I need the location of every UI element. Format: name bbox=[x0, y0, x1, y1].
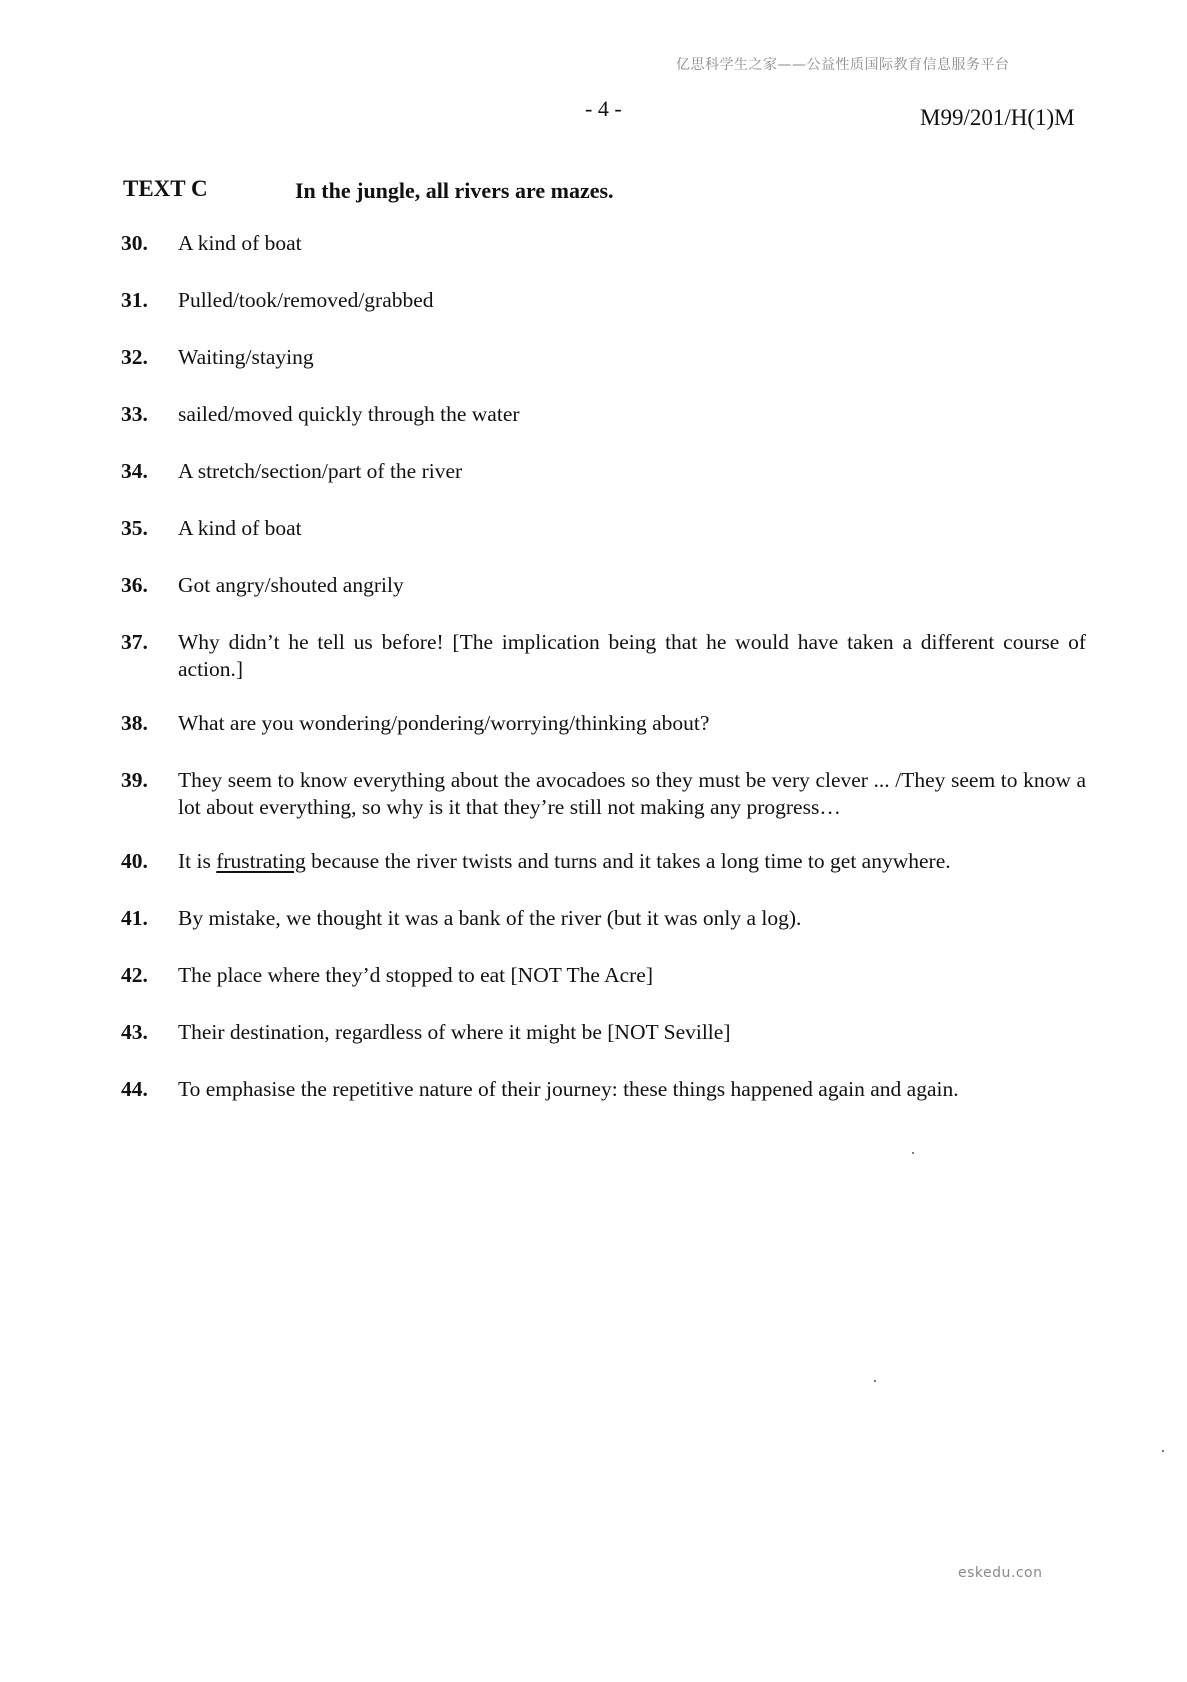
answer-number: 31. bbox=[121, 288, 148, 312]
answer-number: 33. bbox=[121, 402, 148, 426]
answer-item bbox=[121, 767, 1086, 821]
answer-number: 39. bbox=[121, 768, 148, 792]
answer-item bbox=[121, 1076, 1086, 1103]
answer-number: 34. bbox=[121, 459, 148, 483]
underlined-word: frustrating bbox=[216, 849, 306, 873]
answer-item bbox=[121, 848, 1086, 875]
answer-item bbox=[121, 710, 1086, 737]
answer-text: Got angry/shouted angrily bbox=[178, 573, 404, 597]
answer-text: Why didn’t he tell us before! [The implication being that he would have taken a different course of action.] bbox=[178, 630, 1086, 681]
answer-number: 37. bbox=[121, 630, 148, 654]
answer-number: 30. bbox=[121, 231, 148, 255]
answer-text-after: because the river twists and turns and it takes a long time to get anywhere. bbox=[305, 849, 951, 873]
answer-text: What are you wondering/pondering/worrying/thinking about? bbox=[178, 711, 710, 735]
answer-text: The place where they’d stopped to eat [NOT The Acre] bbox=[178, 963, 654, 987]
answer-text: Their destination, regardless of where it might be [NOT Seville] bbox=[178, 1020, 731, 1044]
answer-number: 44. bbox=[121, 1077, 148, 1101]
answer-item bbox=[121, 230, 1086, 257]
page-number: - 4 - bbox=[585, 96, 622, 121]
answer-text: Pulled/took/removed/grabbed bbox=[178, 288, 434, 312]
answer-item bbox=[121, 572, 1086, 599]
footer-watermark: eskedu.con bbox=[958, 1565, 1043, 1581]
answer-number: 36. bbox=[121, 573, 148, 597]
answer-number: 42. bbox=[121, 963, 148, 987]
answer-text: Waiting/staying bbox=[178, 345, 314, 369]
answer-number: 43. bbox=[121, 1020, 148, 1044]
answer-number: 38. bbox=[121, 711, 148, 735]
answer-number: 40. bbox=[121, 849, 148, 873]
scan-speck bbox=[874, 1380, 876, 1382]
answer-item bbox=[121, 401, 1086, 428]
answer-text-before: It is bbox=[178, 849, 217, 873]
answer-number: 32. bbox=[121, 345, 148, 369]
answer-text: A kind of boat bbox=[178, 231, 302, 255]
answer-text: A stretch/section/part of the river bbox=[178, 459, 463, 483]
section-label: TEXT C bbox=[123, 176, 208, 201]
answer-item bbox=[121, 458, 1086, 485]
answer-item bbox=[121, 905, 1086, 932]
section-title: In the jungle, all rivers are mazes. bbox=[295, 178, 614, 203]
answer-item bbox=[121, 344, 1086, 371]
answer-list bbox=[121, 230, 1086, 1133]
answer-text: To emphasise the repetitive nature of their journey: these things happened again and again. bbox=[178, 1077, 959, 1101]
answer-text: They seem to know everything about the avocadoes so they must be very clever ... /They seem to know a lot about everything, so why is it that they’re still not making any progress… bbox=[178, 768, 1086, 819]
answer-item bbox=[121, 629, 1086, 683]
answer-item bbox=[121, 1019, 1086, 1046]
answer-number: 35. bbox=[121, 516, 148, 540]
answer-text bbox=[178, 848, 1086, 875]
answer-number: 41. bbox=[121, 906, 148, 930]
header-watermark: 亿思科学生之家——公益性质国际教育信息服务平台 bbox=[676, 57, 1010, 73]
answer-item bbox=[121, 287, 1086, 314]
scan-speck bbox=[912, 1152, 914, 1154]
scan-speck bbox=[1162, 1450, 1164, 1452]
answer-item bbox=[121, 515, 1086, 542]
answer-text: sailed/moved quickly through the water bbox=[178, 402, 520, 426]
answer-text: A kind of boat bbox=[178, 516, 302, 540]
answer-item bbox=[121, 962, 1086, 989]
answer-text: By mistake, we thought it was a bank of the river (but it was only a log). bbox=[178, 906, 802, 930]
document-code: M99/201/H(1)M bbox=[920, 105, 1075, 130]
